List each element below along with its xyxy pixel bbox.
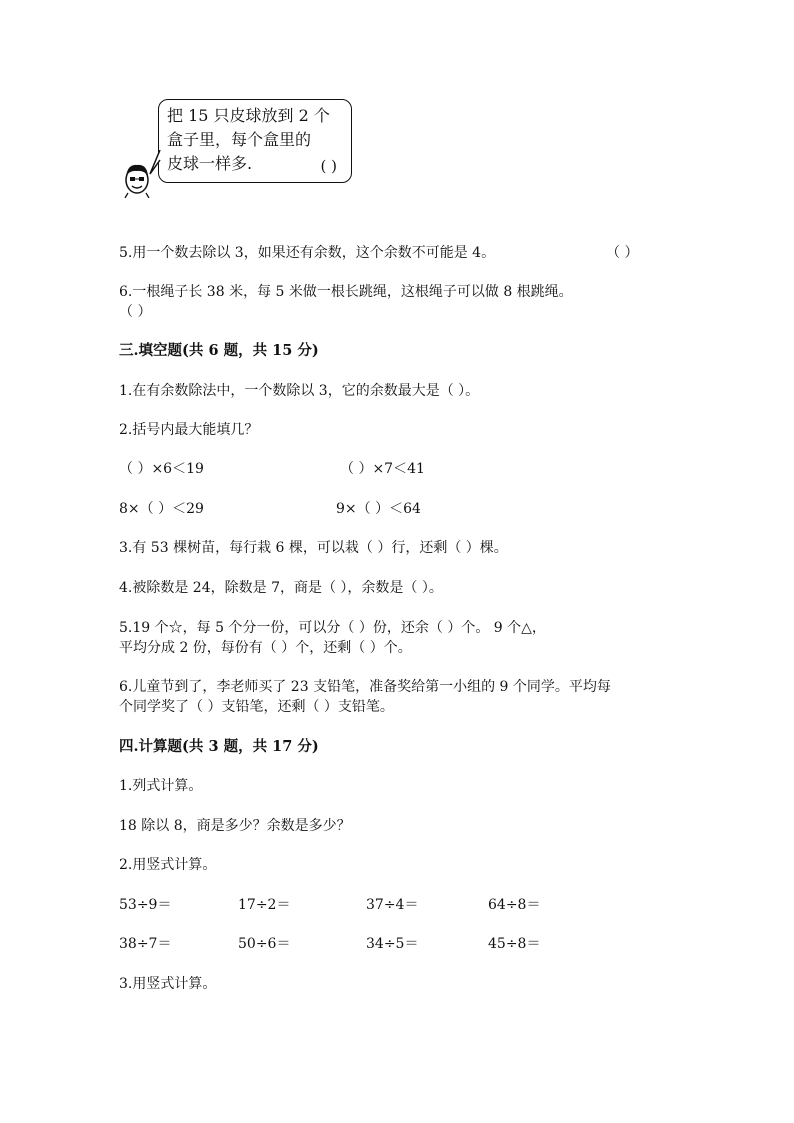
bubble-answer-blank: ( ) <box>320 157 337 175</box>
fill-question-2b: （ ）×7＜41 <box>340 461 425 477</box>
calc-question-2: 2.用竖式计算。 <box>119 857 217 873</box>
calc-question-3: 3.用竖式计算。 <box>119 976 217 992</box>
fill-question-6-line-2: 个同学奖了（ ）支铅笔，还剩（ ）支铅笔。 <box>119 699 394 715</box>
calc-item: 64÷8＝ <box>488 897 541 913</box>
judge-question-5-blank: （ ） <box>606 245 639 261</box>
judge-question-6-blank: （ ） <box>119 304 152 320</box>
speech-bubble <box>158 99 352 183</box>
calc-item: 37÷4＝ <box>366 897 419 913</box>
judge-question-5: 5.用一个数去除以 3，如果还有余数，这个余数不可能是 4。 <box>119 245 496 261</box>
fill-question-5-line-2: 平均分成 2 份，每份有（ ）个，还剩（ ）个。 <box>119 640 412 656</box>
fill-question-4: 4.被除数是 24，除数是 7，商是（ ），余数是（ ）。 <box>119 580 443 596</box>
calc-item: 17÷2＝ <box>238 897 291 913</box>
fill-question-2a: （ ）×6＜19 <box>119 461 204 477</box>
boy-face-icon <box>122 160 152 198</box>
fill-question-3: 3.有 53 棵树苗，每行栽 6 棵，可以栽（ ）行，还剩（ ）棵。 <box>119 540 508 556</box>
fill-question-2d: 9×（ ）＜64 <box>336 501 421 517</box>
calc-item: 34÷5＝ <box>366 936 419 952</box>
fill-question-1: 1.在有余数除法中，一个数除以 3，它的余数最大是（ ）。 <box>119 383 480 399</box>
calc-item: 50÷6＝ <box>238 936 291 952</box>
calc-question-1: 1.列式计算。 <box>119 778 203 794</box>
calc-item: 38÷7＝ <box>119 936 172 952</box>
fill-question-2c: 8×（ ）＜29 <box>119 501 204 517</box>
section-3-title: 三.填空题(共 6 题，共 15 分) <box>119 342 319 359</box>
calc-question-1-text: 18 除以 8，商是多少？余数是多少？ <box>119 818 351 834</box>
bubble-line-3: 皮球一样多. <box>167 154 253 173</box>
fill-question-6-line-1: 6.儿童节到了，李老师买了 23 支铅笔，准备奖给第一小组的 9 个同学。平均每 <box>119 679 611 695</box>
section-4-title: 四.计算题(共 3 题，共 17 分) <box>119 738 319 755</box>
fill-question-5-line-1: 5.19 个☆，每 5 个分一份，可以分（ ）份，还余（ ）个。 9 个△， <box>119 620 546 636</box>
bubble-line-1: 把 15 只皮球放到 2 个 <box>167 106 330 125</box>
fill-question-2: 2.括号内最大能填几？ <box>119 422 259 438</box>
calc-item: 45÷8＝ <box>488 936 541 952</box>
bubble-line-2: 盒子里，每个盒里的 <box>167 130 312 149</box>
calc-item: 53÷9＝ <box>119 897 172 913</box>
judge-question-6: 6.一根绳子长 38 米，每 5 米做一根长跳绳，这根绳子可以做 8 根跳绳。 <box>119 284 573 300</box>
